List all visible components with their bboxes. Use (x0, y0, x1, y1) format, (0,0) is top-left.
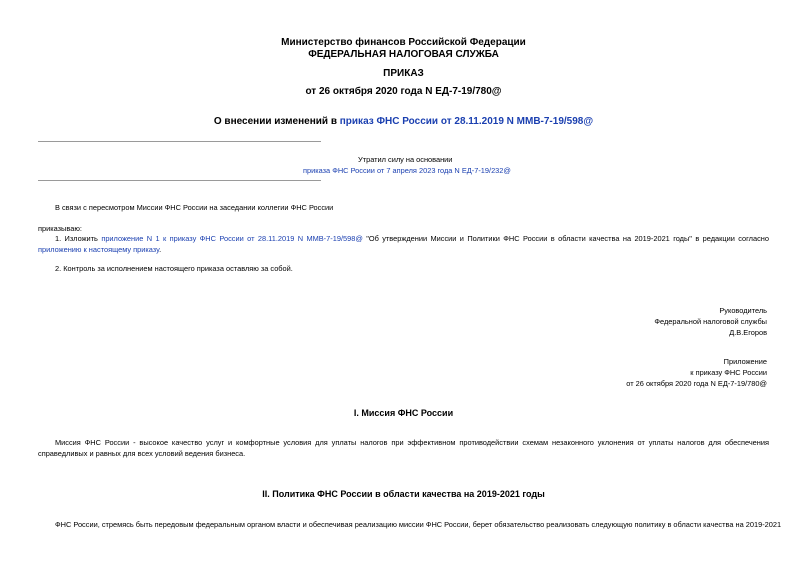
status-label: Утратил силу на основании (358, 155, 453, 164)
item1-end: . (159, 245, 162, 254)
order-word: приказываю: (38, 224, 82, 233)
document-date: от 26 октября 2020 года N ЕД-7-19/780@ (305, 86, 502, 97)
signature-name: Д.В.Егоров (729, 328, 767, 337)
ministry-name: Министерство финансов Российской Федерации (281, 37, 526, 48)
subject-link[interactable]: приказ ФНС России от 28.11.2019 N ММВ-7-19/598@ (339, 116, 594, 127)
signature-org: Федеральной налоговой службы (654, 317, 767, 326)
status-link[interactable]: приказа ФНС России от 7 апреля 2023 года N ЕД-7-19/232@ (303, 166, 511, 175)
section-1-title: I. Миссия ФНС России (353, 408, 454, 418)
section-2-title: II. Политика ФНС России в области качества на 2019-2021 годы (262, 489, 545, 499)
order-item-1 (38, 233, 769, 255)
appendix-label: Приложение (723, 357, 767, 366)
signature-title: Руководитель (719, 306, 767, 315)
subject-prefix: О внесении изменений в (213, 116, 340, 127)
intro-text: В связи с пересмотром Миссии ФНС России на заседании коллегии ФНС России (55, 203, 334, 212)
item1-middle: "Об утверждении Миссии и Политики ФНС России в области качества на 2019-2021 годы" в редакции согласно (362, 234, 769, 243)
item1-link-annex[interactable]: приложению к настоящему приказу (38, 245, 160, 254)
divider-top (38, 141, 321, 142)
appendix-date: от 26 октября 2020 года N ЕД-7-19/780@ (626, 379, 767, 388)
item1-link-appendix[interactable]: приложение N 1 к приказу ФНС России от 28.11.2019 N ММВ-7-19/598@ (101, 234, 363, 243)
document-subject (0, 116, 807, 127)
appendix-ref: к приказу ФНС России (690, 368, 767, 377)
service-name: ФЕДЕРАЛЬНАЯ НАЛОГОВАЯ СЛУЖБА (308, 49, 499, 60)
order-item-2: 2. Контроль за исполнением настоящего приказа оставляю за собой. (55, 264, 293, 273)
section-1-text: Миссия ФНС России - высокое качество услуг и комфортные условия для уплаты налогов при эффективном противодействии схемам незаконного уклонения от уплаты налогов для обеспечения справедливых и равных для всех условий ведения бизнеса. (38, 438, 769, 458)
section-2-text: ФНС России, стремясь быть передовым федеральным органом власти и обеспечивая реализацию миссии ФНС России, берет обязательство реализовать следующую политику в области качества на 2019-2021 (55, 520, 782, 529)
document-type: ПРИКАЗ (383, 68, 424, 79)
divider-bottom (38, 180, 321, 181)
item1-prefix: 1. Изложить (55, 234, 102, 243)
